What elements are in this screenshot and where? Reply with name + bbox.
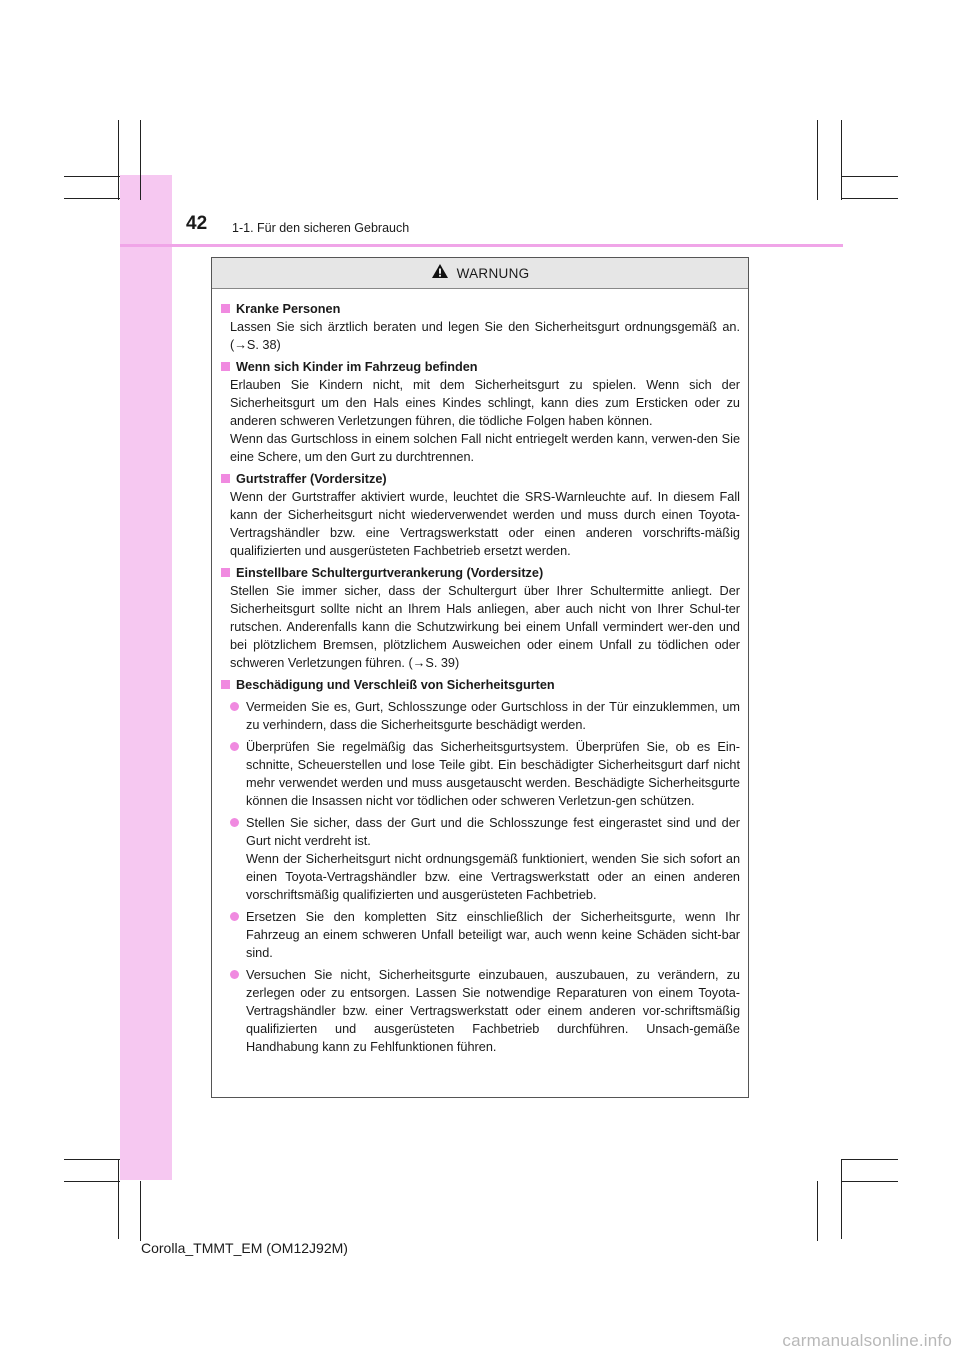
warning-section <box>220 470 740 560</box>
square-bullet-icon <box>221 304 230 313</box>
section-title: 1-1. Für den sicheren Gebrauch <box>232 221 410 235</box>
list-item-text: Ersetzen Sie den kompletten Sitz einschließlich der Sicherheitsgurte, wenn Ihr Fahrzeug an einem schweren Unfall beteiligt war, auch wenn keine Schäden sicht-bar sind. <box>246 910 740 960</box>
list-item-text: Überprüfen Sie regelmäßig das Sicherheitsgurtsystem. Überprüfen Sie, ob es Ein-schnitte, Scheuerstellen und lose Teile gibt. Ein beschädigter Sicherheitsgurt darf nicht mehr verwendet werden und muss ausgetauscht werden. Beschädigte Sicherheitsgurte können die Insassen nicht vor tödlichen oder schweren Verletzun-gen schützen. <box>246 740 740 808</box>
list-item <box>230 966 740 1056</box>
section-text: Stellen Sie immer sicher, dass der Schultergurt über Ihrer Schultermitte anliegt. Der Sicherheitsgurt sollte nicht an Ihrem Hals anliegen, aber auch nicht von Ihrer Schul-ter rutschen. Anderenfalls kann die Schutzwirkung bei einem Unfall vermindert wer-den und bei plötzlichem Bremsen, plötzlichem Ausweichen oder einem Unfall zu tödlichen oder schweren Verletzungen führen. (→S. 39) <box>230 584 740 670</box>
warning-body <box>212 289 748 1056</box>
page-number: 42 <box>186 213 208 234</box>
list-item <box>230 698 740 734</box>
section-text: Lassen Sie sich ärztlich beraten und legen Sie den Sicherheitsgurt ordnungsgemäß an. (→S. 38) <box>230 320 740 352</box>
warning-section <box>220 564 740 672</box>
list-item <box>230 814 740 904</box>
round-bullet-icon <box>230 742 239 751</box>
crop-mark <box>64 1181 120 1182</box>
section-text: Erlauben Sie Kindern nicht, mit dem Sicherheitsgurt zu spielen. Wenn sich der Sicherheitsgurt um den Hals eines Kindes schlingt, kann dies zum Ersticken oder zu anderen schweren Verletzungen führen, die tödliche Folgen haben können. Wenn das Gurtschloss in einem solchen Fall nicht entriegelt werden kann, verwen-den Sie eine Schere, um den Gurt zu durchtrennen. <box>230 378 740 464</box>
square-bullet-icon <box>221 474 230 483</box>
section-heading: Gurtstraffer (Vordersitze) <box>236 472 387 486</box>
warning-header <box>212 258 748 289</box>
square-bullet-icon <box>221 680 230 689</box>
warning-box <box>211 257 749 1098</box>
watermark: carmanualsonline.info <box>782 1331 952 1350</box>
round-bullet-icon <box>230 970 239 979</box>
crop-mark <box>842 198 898 199</box>
crop-mark <box>817 120 818 200</box>
round-bullet-icon <box>230 702 239 711</box>
section-heading: Wenn sich Kinder im Fahrzeug befinden <box>236 360 478 374</box>
list-item-text: Vermeiden Sie es, Gurt, Schlosszunge oder Gurtschloss in der Tür einzuklemmen, um zu verhindern, dass die Sicherheitsgurte beschädigt werden. <box>246 700 740 732</box>
crop-mark <box>64 176 120 177</box>
document-id: Corolla_TMMT_EM (OM12J92M) <box>141 1240 348 1256</box>
round-bullet-icon <box>230 818 239 827</box>
section-heading: Kranke Personen <box>236 302 341 316</box>
sidebar-color-bar <box>120 175 172 1180</box>
section-heading: Beschädigung und Verschleiß von Sicherheitsgurten <box>236 678 555 692</box>
round-bullet-icon <box>230 912 239 921</box>
crop-mark <box>842 1159 898 1160</box>
square-bullet-icon <box>221 362 230 371</box>
crop-mark <box>841 120 842 200</box>
list-item <box>230 738 740 810</box>
crop-mark <box>118 120 119 200</box>
warning-section <box>220 300 740 354</box>
list-item <box>230 908 740 962</box>
bullet-list <box>220 698 740 1056</box>
list-item-text: Stellen Sie sicher, dass der Gurt und die Schlosszunge fest eingerastet sind und der Gurt nicht verdreht ist. Wenn der Sicherheitsgurt nicht ordnungsgemäß funktioniert, wenden Sie sich sofort an einen Toyota-Vertragshändler bzw. eine Vertragswerkstatt oder an einen anderen vorschriftsmäßig qualifizierten und ausgerüsteten Fachbetrieb. <box>246 816 740 902</box>
crop-mark <box>140 120 141 200</box>
section-heading: Einstellbare Schultergurtverankerung (Vordersitze) <box>236 566 544 580</box>
crop-mark <box>842 1181 898 1182</box>
crop-mark <box>64 1159 120 1160</box>
warning-section-damage <box>220 676 740 1056</box>
crop-mark <box>64 198 120 199</box>
warning-triangle-icon <box>431 263 449 284</box>
section-text: Wenn der Gurtstraffer aktiviert wurde, leuchtet die SRS-Warnleuchte auf. In diesem Fall kann der Sicherheitsgurt nicht wiederverwendet werden und muss durch einen Toyota-Vertragshändler bzw. eine Vertragswerkstatt oder einen anderen vorschrifts-mäßig qualifizierten und ausgerüsteten Fachbetrieb ersetzt werden. <box>230 490 740 558</box>
crop-mark <box>842 176 898 177</box>
header-rule <box>120 244 843 247</box>
list-item-text: Versuchen Sie nicht, Sicherheitsgurte einzubauen, auszubauen, zu verändern, zu zerlegen oder zu entsorgen. Lassen Sie notwendige Reparaturen von einem Toyota-Vertragshändler bzw. einer Vertragswerkstatt oder einem anderen vor-schriftsmäßig qualifizierten und ausgerüsteten Fachbetrieb durchführen. Unsach-gemäße Handhabung kann zu Fehlfunktionen führen. <box>246 968 740 1054</box>
warning-section <box>220 358 740 466</box>
warning-title: WARNUNG <box>456 265 530 281</box>
crop-mark <box>140 1181 141 1241</box>
crop-mark <box>817 1181 818 1241</box>
crop-mark <box>118 1159 119 1239</box>
square-bullet-icon <box>221 568 230 577</box>
crop-mark <box>841 1159 842 1239</box>
